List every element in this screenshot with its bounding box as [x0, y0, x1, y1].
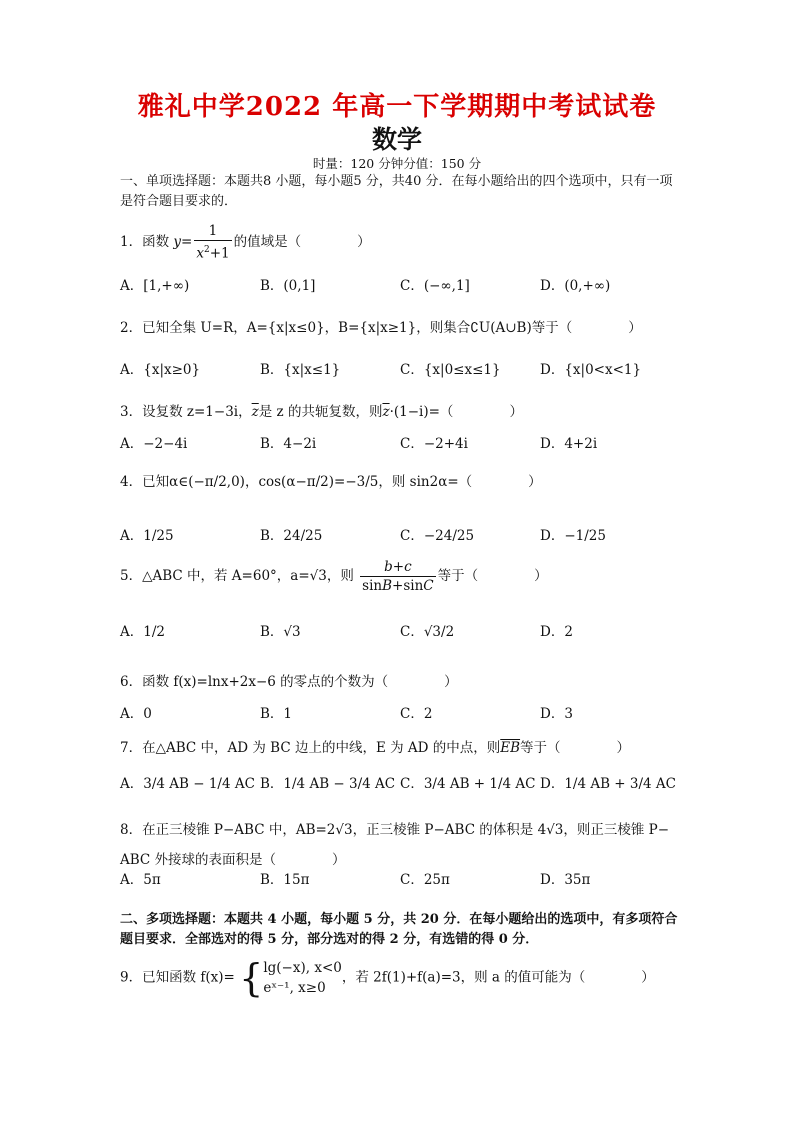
option-a[interactable]: A．{x|x≥0} [120, 362, 201, 378]
option-a[interactable]: A．5π [120, 872, 161, 888]
option-a[interactable]: A．[1,+∞) [120, 278, 190, 294]
option-c[interactable]: C．25π [400, 872, 450, 888]
option-b[interactable]: B．4−2i [260, 436, 317, 452]
option-d[interactable]: D．1/4 AB + 3/4 AC [540, 776, 677, 792]
option-c[interactable]: C．2 [400, 706, 433, 722]
question-8: 8．在正三棱锥 P−ABC 中，AB=2√3，正三棱锥 P−ABC 的体积是 4√3，则正三棱锥 P− [120, 822, 670, 838]
question-3-options [120, 432, 680, 466]
question-5-options [120, 620, 680, 654]
option-a[interactable]: A．1/25 [120, 528, 174, 544]
option-b[interactable]: B．15π [260, 872, 310, 888]
question-5: 5．△ABC 中，若 A=60°，a=√3，则 $\frac{b+c}{\sin B+\sin C}$ 等于（ ） [120, 559, 548, 594]
option-d[interactable]: D．{x|0<x<1} [540, 362, 642, 378]
option-c[interactable]: C．(−∞,1] [400, 278, 470, 294]
option-b[interactable]: B．1/4 AB − 3/4 AC [260, 776, 396, 792]
question-8-line2: ABC 外接球的表面积是（ ） [120, 852, 346, 868]
option-b[interactable]: B．24/25 [260, 528, 323, 544]
option-c[interactable]: C．{x|0≤x≤1} [400, 362, 501, 378]
exam-title: 雅礼中学2022 年高一下学期期中考试试卷 [137, 92, 657, 122]
option-d[interactable]: D．3 [540, 706, 573, 722]
option-d[interactable]: D．−1/25 [540, 528, 606, 544]
option-b[interactable]: B．(0,1] [260, 278, 316, 294]
question-1-options [120, 274, 680, 308]
option-c[interactable]: C．−2+4i [400, 436, 468, 452]
section2-heading: 二、多项选择题：本题共 4 小题，每小题 5 分，共 20 分．在每小题给出的选项中，有多项符合题目要求．全部选对的得 5 分，部分选对的得 2 分，有选错的得 0 分． [120, 912, 678, 947]
option-d[interactable]: D．(0,+∞) [540, 278, 611, 294]
option-b[interactable]: B．{x|x≤1} [260, 362, 341, 378]
question-6: 6．函数 f(x)=lnx+2x−6 的零点的个数为（ ） [120, 674, 458, 690]
question-7-options [120, 772, 680, 806]
option-c[interactable]: C．3/4 AB + 1/4 AC [400, 776, 536, 792]
question-8-options [120, 868, 680, 902]
option-d[interactable]: D．2 [540, 624, 573, 640]
question-1: 1．函数 y= $\frac{1}{x^2+1}$ 的值域是（ ） [120, 223, 371, 262]
subject-title: 数学 [371, 125, 422, 154]
option-d[interactable]: D．4+2i [540, 436, 598, 452]
option-d[interactable]: D．35π [540, 872, 591, 888]
question-3: 3．设复数 z=1−3i，$\overline{z}$是 z 的共轭复数，则$\overline{z}\cdot(1-i)=$（ ） [120, 404, 523, 420]
question-6-options [120, 702, 680, 736]
option-c[interactable]: C．√3/2 [400, 624, 455, 640]
option-b[interactable]: B．√3 [260, 624, 301, 640]
option-b[interactable]: B．1 [260, 706, 293, 722]
question-9: 9．已知函数 f(x)= { lg(−x), x<0 eˣ⁻¹, x≥0 ，若 2f(1)+f(a)=3，则 a 的值可能为（ ） [120, 956, 655, 1000]
time-info: 时量：120 分钟分值：150 分 [312, 156, 482, 171]
question-4-options [120, 524, 680, 558]
option-c[interactable]: C．−24/25 [400, 528, 475, 544]
question-2: 2．已知全集 U=R，A={x|x≤0}，B={x|x≥1}，则集合∁U(A∪B)等于（ ） [120, 320, 642, 336]
question-4: 4．已知α∈(−π/2,0)，cos(α−π/2)=−3/5，则 sin2α=（ ） [120, 474, 542, 490]
option-a[interactable]: A．3/4 AB − 1/4 AC [120, 776, 255, 792]
question-7: 7．在△ABC 中，AD 为 BC 边上的中线，E 为 AD 的中点，则$\overline{EB}$等于（ ） [120, 740, 631, 756]
option-a[interactable]: A．0 [120, 706, 152, 722]
option-a[interactable]: A．−2−4i [120, 436, 188, 452]
option-a[interactable]: A．1/2 [120, 624, 165, 640]
question-2-options [120, 358, 680, 392]
section1-heading: 一、单项选择题：本题共8 小题，每小题5 分，共40 分．在每小题给出的四个选项中，只有一项是符合题目要求的． [120, 174, 673, 209]
